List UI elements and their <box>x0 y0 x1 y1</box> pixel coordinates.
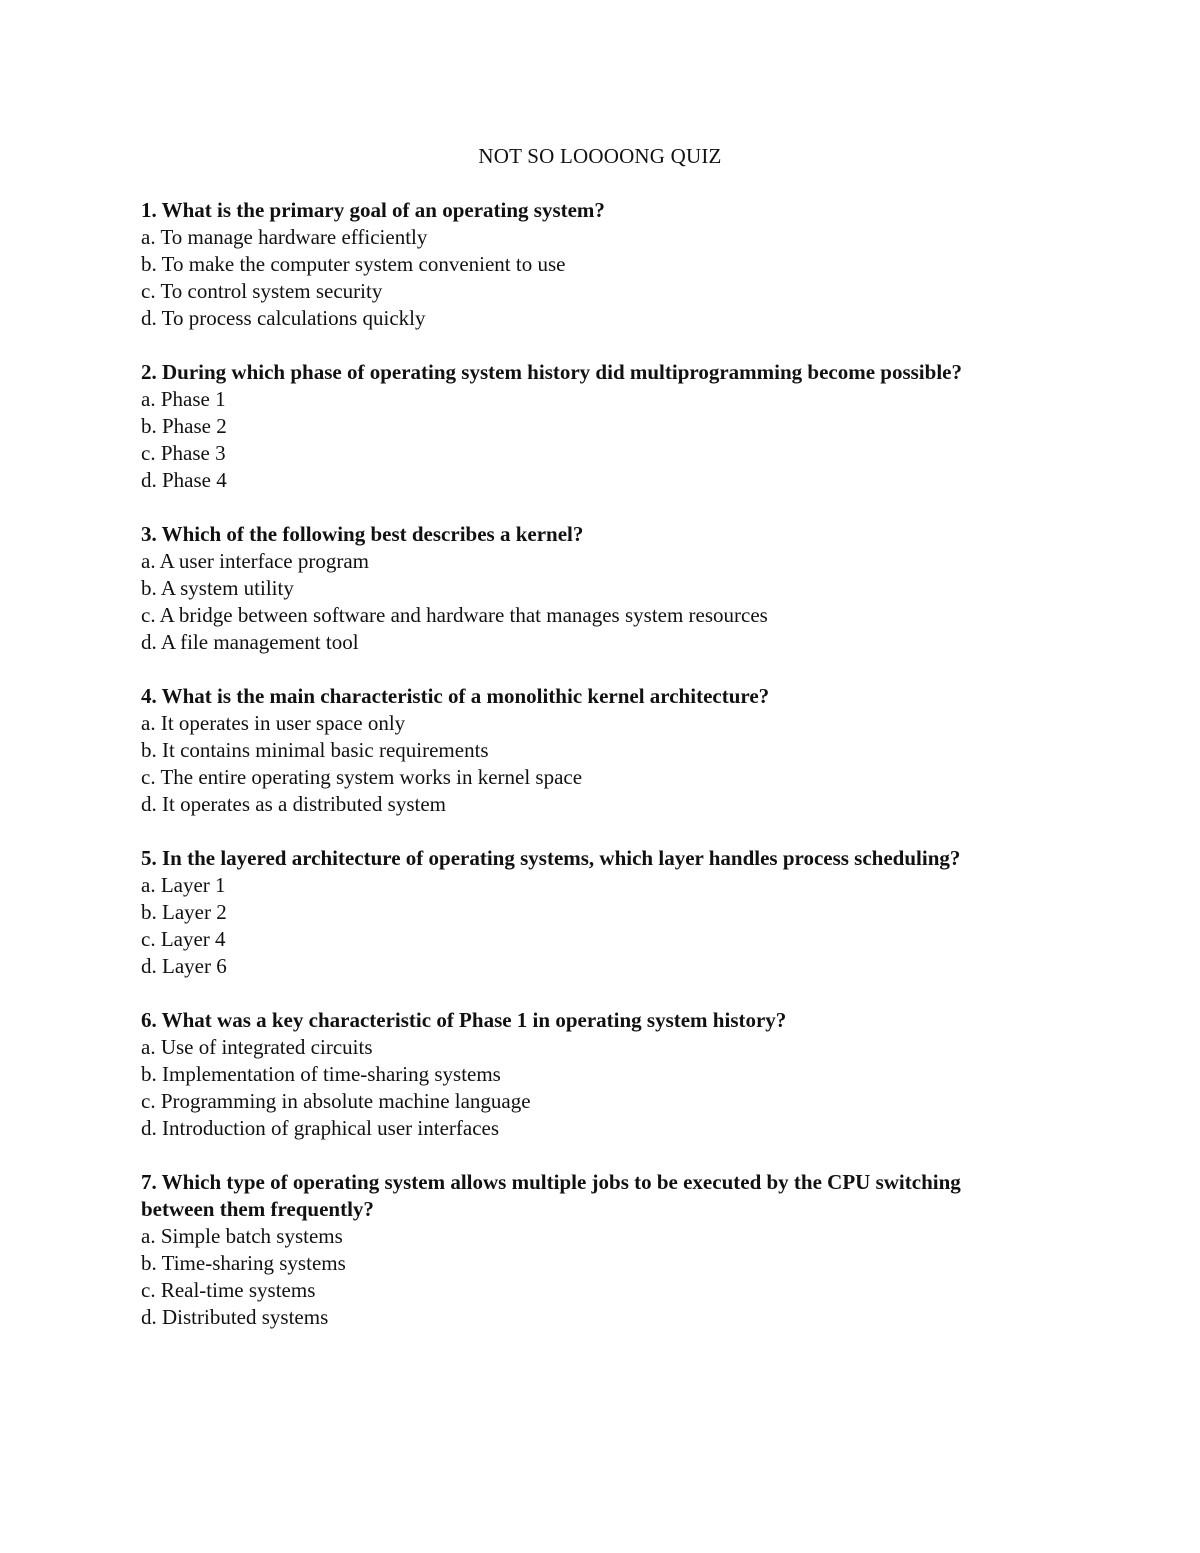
option-a: a. Simple batch systems <box>141 1224 343 1248</box>
option-c: c. Real-time systems <box>141 1278 316 1302</box>
option-list <box>141 872 1001 980</box>
question-1 <box>141 197 1001 332</box>
option-c: c. Programming in absolute machine language <box>141 1089 531 1113</box>
question-text: 4. What is the main characteristic of a monolithic kernel architecture? <box>141 684 770 708</box>
option-a: a. A user interface program <box>141 549 369 573</box>
option-b: b. Time-sharing systems <box>141 1251 346 1275</box>
option-c: c. Layer 4 <box>141 927 226 951</box>
quiz-title: NOT SO LOOOONG QUIZ <box>478 144 722 168</box>
option-b: b. It contains minimal basic requirements <box>141 738 489 762</box>
question-text: 1. What is the primary goal of an operating system? <box>141 198 605 222</box>
option-d: d. Introduction of graphical user interfaces <box>141 1116 500 1140</box>
option-b: b. Phase 2 <box>141 414 227 438</box>
option-list <box>141 1034 1001 1142</box>
question-7 <box>141 1169 1001 1331</box>
question-4 <box>141 683 1001 818</box>
option-b: b. A system utility <box>141 576 294 600</box>
option-list <box>141 1223 1001 1331</box>
option-b: b. Implementation of time-sharing systems <box>141 1062 501 1086</box>
option-list <box>141 710 1001 818</box>
option-c: c. The entire operating system works in kernel space <box>141 765 583 789</box>
option-d: d. Layer 6 <box>141 954 227 978</box>
question-text: 3. Which of the following best describes a kernel? <box>141 522 584 546</box>
option-c: c. To control system security <box>141 279 383 303</box>
question-3 <box>141 521 1001 656</box>
option-b: b. Layer 2 <box>141 900 227 924</box>
option-list <box>141 548 1001 656</box>
question-6 <box>141 1007 1001 1142</box>
question-list <box>141 197 1001 1358</box>
option-a: a. Phase 1 <box>141 387 226 411</box>
question-text: 7. Which type of operating system allows multiple jobs to be executed by the CPU switching between them frequently? <box>141 1170 961 1221</box>
option-a: a. To manage hardware efficiently <box>141 225 428 249</box>
option-c: c. Phase 3 <box>141 441 226 465</box>
option-d: d. Distributed systems <box>141 1305 329 1329</box>
option-a: a. Use of integrated circuits <box>141 1035 373 1059</box>
question-2 <box>141 359 1001 494</box>
option-b: b. To make the computer system convenient to use <box>141 252 566 276</box>
option-d: d. A file management tool <box>141 630 359 654</box>
option-d: d. Phase 4 <box>141 468 227 492</box>
option-d: d. To process calculations quickly <box>141 306 426 330</box>
option-a: a. It operates in user space only <box>141 711 406 735</box>
option-list <box>141 224 1001 332</box>
question-text: 5. In the layered architecture of operating systems, which layer handles process scheduling? <box>141 846 961 870</box>
option-list <box>141 386 1001 494</box>
question-5 <box>141 845 1001 980</box>
option-c: c. A bridge between software and hardware that manages system resources <box>141 603 768 627</box>
option-d: d. It operates as a distributed system <box>141 792 447 816</box>
question-text: 6. What was a key characteristic of Phase 1 in operating system history? <box>141 1008 787 1032</box>
option-a: a. Layer 1 <box>141 873 226 897</box>
question-text: 2. During which phase of operating system history did multiprogramming become possible? <box>141 360 962 384</box>
